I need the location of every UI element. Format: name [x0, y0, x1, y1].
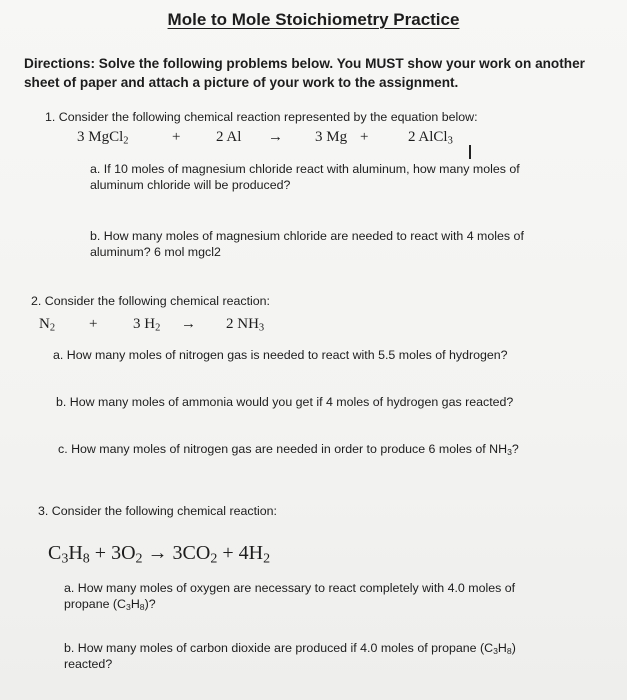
q1-arrow: →	[268, 129, 283, 145]
q2-part-a: a. How many moles of nitrogen gas is needed to react with 5.5 moles of hydrogen?	[53, 348, 508, 362]
q1-prompt: 1. Consider the following chemical reaction represented by the equation below:	[45, 110, 478, 124]
q3-prompt: 3. Consider the following chemical reaction:	[38, 504, 277, 518]
q2-product: 2 $NH_3$	[226, 316, 265, 334]
q2-part-c: c. How many moles of nitrogen gas are needed in order to produce 6 moles of $NH_3$?	[58, 442, 519, 458]
page-title: Mole to Mole Stoichiometry Practice	[167, 10, 460, 29]
q2-prompt: 2. Consider the following chemical reaction:	[31, 294, 270, 308]
q2-reactant-2: 3 $H_2$	[133, 316, 161, 334]
q3-part-a: a. How many moles of oxygen are necessary to react completely with 4.0 moles of propane $(C_3H_8)$?	[64, 581, 516, 613]
q3-part-b: b. How many moles of carbon dioxide are produced if 4.0 moles of propane $(C_3H_8)$ reacted?	[64, 641, 516, 671]
q1-reactant-1: 3 MgCl$_2$	[77, 129, 129, 147]
q1-plus-1: +	[172, 129, 181, 145]
q2-reactant-1: $N_2$	[39, 316, 56, 334]
q1-part-b: b. How many moles of magnesium chloride are needed to react with 4 moles of aluminum? 6 mol mgcl2	[90, 229, 524, 259]
q1-reactant-2: 2 Al	[216, 129, 242, 145]
q2-plus: +	[89, 316, 98, 332]
q1-equation	[77, 129, 129, 146]
q1-plus-2: +	[360, 129, 369, 145]
q1-product-1: 3 Mg	[315, 129, 348, 145]
q1-product-2: 2 AlCl$_3$	[408, 129, 453, 147]
directions: Directions: Solve the following problems below. You MUST show your work on another sheet of paper and attach a picture of your work to the assignment.	[24, 56, 585, 90]
q3-equation: $C_3H_8 + 3O_2 \to 3CO_2 + 4H_2$	[48, 542, 271, 567]
q2-part-b: b. How many moles of ammonia would you get if 4 moles of hydrogen gas reacted?	[56, 395, 514, 409]
q2-arrow: →	[181, 316, 196, 332]
q1-part-a: a. If 10 moles of magnesium chloride react with aluminum, how many moles of aluminum chloride will be produced?	[90, 162, 520, 192]
text-cursor	[469, 145, 471, 159]
